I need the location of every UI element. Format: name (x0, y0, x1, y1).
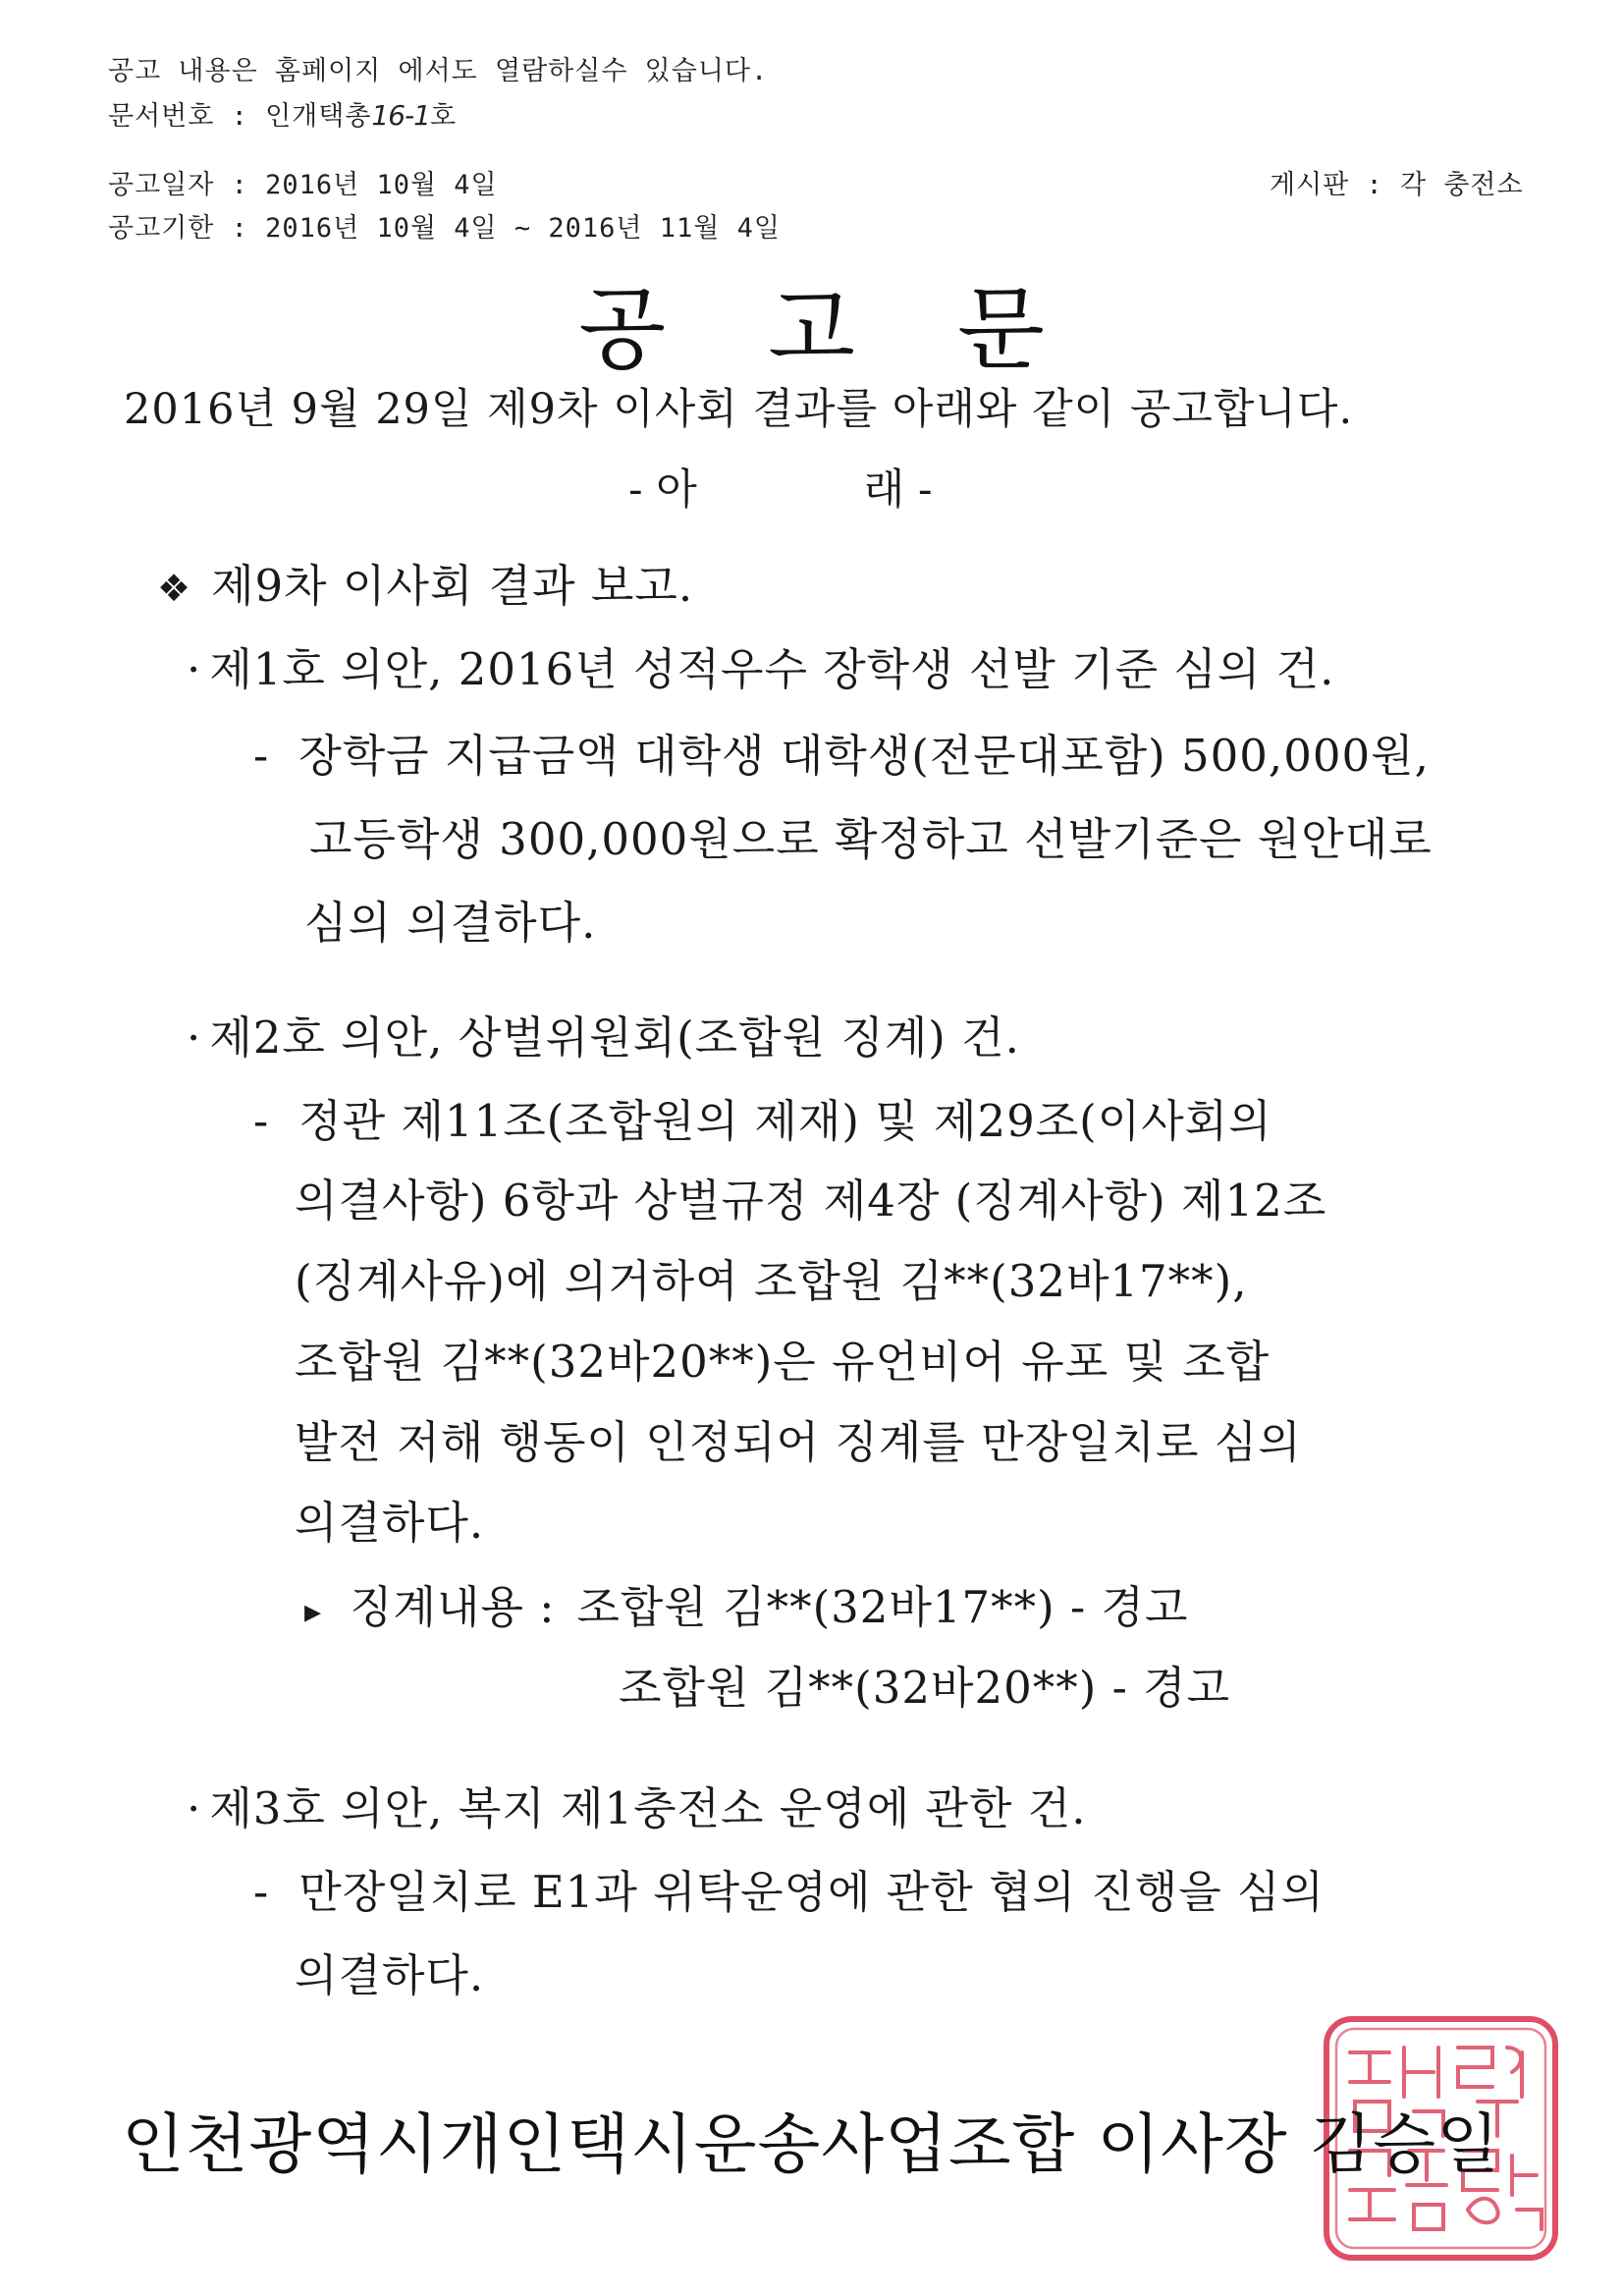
document-number-suffix: 호 (429, 101, 458, 132)
document-number-label: 문서번호 : 인개택총 (108, 101, 372, 132)
agenda-item-1-title: 제1호 의안, 2016년 성적우수 장학생 선발 기준 심의 건. (209, 643, 1335, 695)
agenda-item-1-line-1 (253, 720, 1430, 784)
signature-line: 인천광역시개인택시운송사업조합 이사장 김승일 (122, 2106, 1500, 2182)
diamond-icon: ❖ (157, 567, 192, 610)
dash-icon: - (253, 1866, 270, 1918)
agenda-item-2-text-1: 정관 제11조(조합원의 제재) 및 제29조(이사회의 (298, 1095, 1272, 1147)
agenda-item-1-heading (187, 633, 1334, 697)
below-marker (628, 457, 933, 517)
agenda-item-3-line-2: 의결하다. (295, 1949, 485, 2001)
agenda-item-2-line-4: 조합원 김**(32바20**)은 유언비어 유포 및 조합 (295, 1336, 1271, 1388)
agenda-item-1-line-2: 고등학생 300,000원으로 확정하고 선발기준은 원안대로 (309, 813, 1433, 865)
section-heading (157, 550, 693, 614)
triangle-icon: ▸ (304, 1592, 323, 1631)
below-marker-left: - 아 (628, 465, 697, 515)
dash-icon: - (253, 730, 270, 782)
agenda-item-2-line-6: 의결하다. (295, 1497, 485, 1549)
agenda-item-1-text-1: 장학금 지급금액 대학생 대학생(전문대포함) 500,000원, (298, 730, 1430, 782)
below-marker-right: 래 - (863, 465, 933, 515)
homepage-notice: 공고 내용은 홈페이지 에서도 열람하실수 있습니다. (108, 56, 769, 86)
bullet-icon: · (187, 1782, 202, 1834)
agenda-item-2-line-5: 발전 저해 행동이 인정되어 징계를 만장일치로 심의 (295, 1416, 1302, 1468)
notice-period: 공고기한 : 2016년 10월 4일 ~ 2016년 11월 4일 (108, 213, 781, 244)
page-title (0, 257, 1623, 387)
agenda-item-2-line-3: (징계사유)에 의거하여 조합원 김**(32바17**), (295, 1255, 1248, 1307)
agenda-item-2-line-2: 의결사항) 6항과 상벌규정 제4장 (징계사항) 제12조 (295, 1175, 1327, 1227)
agenda-item-2-title: 제2호 의안, 상벌위원회(조합원 징계) 건. (209, 1011, 1020, 1064)
discipline-label: 징계내용 : (350, 1581, 556, 1633)
agenda-item-3-title: 제3호 의안, 복지 제1충전소 운영에 관한 건. (209, 1782, 1087, 1834)
agenda-item-3-heading (187, 1773, 1087, 1836)
bulletin-board: 게시판 : 각 충전소 (1270, 170, 1524, 200)
notice-date: 공고일자 : 2016년 10월 4일 (108, 170, 498, 200)
agenda-item-1-line-3: 심의 의결하다. (304, 897, 597, 949)
document-number (108, 94, 457, 133)
title-char-1: 공 (578, 277, 667, 382)
agenda-item-3-line-1 (253, 1856, 1325, 1920)
discipline-line-2: 조합원 김**(32바20**) - 경고 (619, 1662, 1231, 1714)
intro-text: 2016년 9월 29일 제9차 이사회 결과를 아래와 같이 공고합니다. (124, 385, 1354, 434)
agenda-item-2-heading (187, 1002, 1020, 1066)
document-number-handwritten: 16-1 (371, 99, 430, 132)
section-heading-text: 제9차 이사회 결과 보고. (211, 560, 694, 612)
title-char-3: 문 (956, 277, 1045, 382)
dash-icon: - (253, 1095, 270, 1147)
bullet-icon: · (187, 1011, 202, 1064)
discipline-line-1 (304, 1571, 1188, 1635)
title-char-2: 고 (768, 277, 855, 382)
agenda-item-2-line-1 (253, 1085, 1272, 1149)
discipline-entry-1: 조합원 김**(32바17**) - 경고 (576, 1581, 1189, 1633)
bullet-icon: · (187, 643, 202, 695)
agenda-item-3-text-1: 만장일치로 E1과 위탁운영에 관한 협의 진행을 심의 (298, 1866, 1325, 1918)
